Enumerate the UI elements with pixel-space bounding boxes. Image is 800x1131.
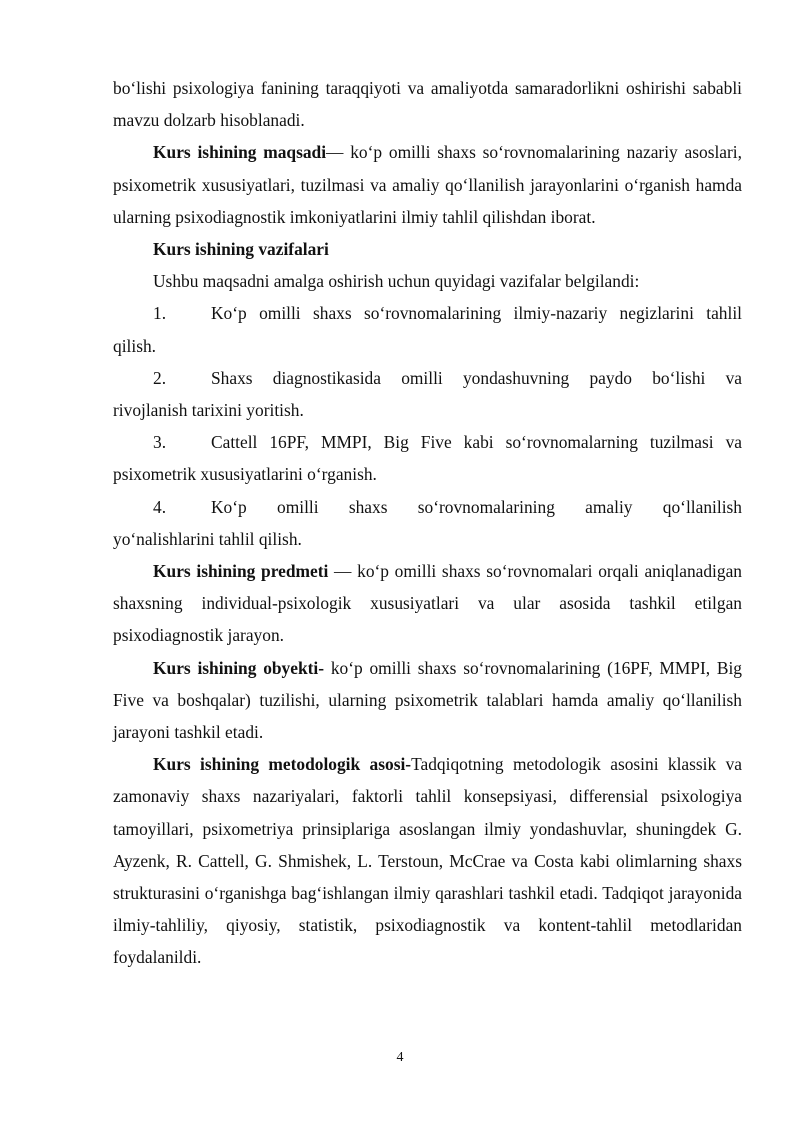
vazifalar-intro: Ushbu maqsadni amalga oshirish uchun quyidagi vazifalar belgilandi:: [153, 271, 640, 292]
list-item: [113, 426, 742, 490]
metodologik-label: Kurs ishining metodologik asosi-: [153, 754, 412, 775]
intro-paragraph: bo‘lishi psixologiya fanining taraqqiyoti va amaliyotda samaradorlikni oshirishi sababli mavzu dolzarb hisoblanadi.: [113, 78, 742, 131]
maqsad-label: Kurs ishining maqsadi: [153, 142, 327, 163]
obyekti-paragraph: [113, 652, 742, 749]
list-item-continuation: qilish.: [113, 335, 157, 356]
maqsad-paragraph: [113, 136, 742, 233]
vazifalar-heading: Kurs ishining vazifalari: [153, 239, 329, 260]
list-item-text: Ko‘p omilli shaxs so‘rovnomalarining amaliy qo‘llanilish: [211, 496, 742, 517]
list-item-number: 3.: [153, 432, 167, 453]
metodologik-text: Tadqiqotning metodologik asosini klassik va zamonaviy shaxs nazariyalari, faktorli tahlil konsepsiyasi, differensial psixologiya tamoyillari, psixometriya prinsiplariga asoslangan ilmiy yondashuvlar, shuningdek G. Ayzenk, R. Cattell, G. Shmishek, L. Terstoun, McCrae va Costa kabi olimlarning shaxs strukturasini o‘rganishga bag‘ishlangan ilmiy qarashlari tashkil etadi. Tadqiqot jarayonida ilmiy-tahliliy, qiyosiy, statistik, psixodiagnostik va kontent-tahlil metodlaridan foydalanildi.: [113, 754, 742, 968]
obyekti-label: Kurs ishining obyekti-: [153, 657, 325, 678]
page-number: 4: [396, 1050, 404, 1065]
maqsad-text: — ko‘p omilli shaxs so‘rovnomalarining nazariy asoslari, psixometrik xususiyatlari, tuzilmasi va amaliy qo‘llanilish jarayonlarini o‘rganish hamda ularning psixodiagnostik imkoniyatlarini ilmiy tahlil qilishdan iborat.: [113, 142, 742, 227]
list-item-number: 1.: [153, 303, 167, 324]
predmeti-label: Kurs ishining predmeti: [153, 561, 329, 582]
list-item-number: 4.: [153, 496, 167, 517]
metodologik-paragraph: [113, 748, 742, 973]
list-item-text: Shaxs diagnostikasida omilli yondashuvning paydo bo‘lishi va: [211, 367, 742, 388]
list-item-text: Cattell 16PF, MMPI, Big Five kabi so‘rovnomalarning tuzilmasi va: [211, 432, 742, 453]
list-item-continuation: yo‘nalishlarini tahlil qilish.: [113, 528, 302, 549]
list-item-text: Ko‘p omilli shaxs so‘rovnomalarining ilmiy-nazariy negizlarini tahlil: [211, 303, 742, 324]
list-item: [113, 491, 742, 555]
predmeti-text: — ko‘p omilli shaxs so‘rovnomalari orqali aniqlanadigan shaxsning individual-psixologik xususiyatlari va ular asosida tashkil etilgan psixodiagnostik jarayon.: [113, 561, 742, 646]
list-item: [113, 297, 742, 361]
list-item: [113, 362, 742, 426]
list-item-continuation: rivojlanish tarixini yoritish.: [113, 400, 304, 421]
predmeti-paragraph: [113, 555, 742, 652]
list-item-continuation: psixometrik xususiyatlarini o‘rganish.: [113, 464, 377, 485]
page-content: [113, 72, 742, 974]
list-item-number: 2.: [153, 367, 167, 388]
obyekti-text: ko‘p omilli shaxs so‘rovnomalarining (16PF, MMPI, Big Five va boshqalar) tuzilishi, ularning psixometrik talablari hamda amaliy qo‘llanilish jarayoni tashkil etadi.: [113, 657, 742, 743]
